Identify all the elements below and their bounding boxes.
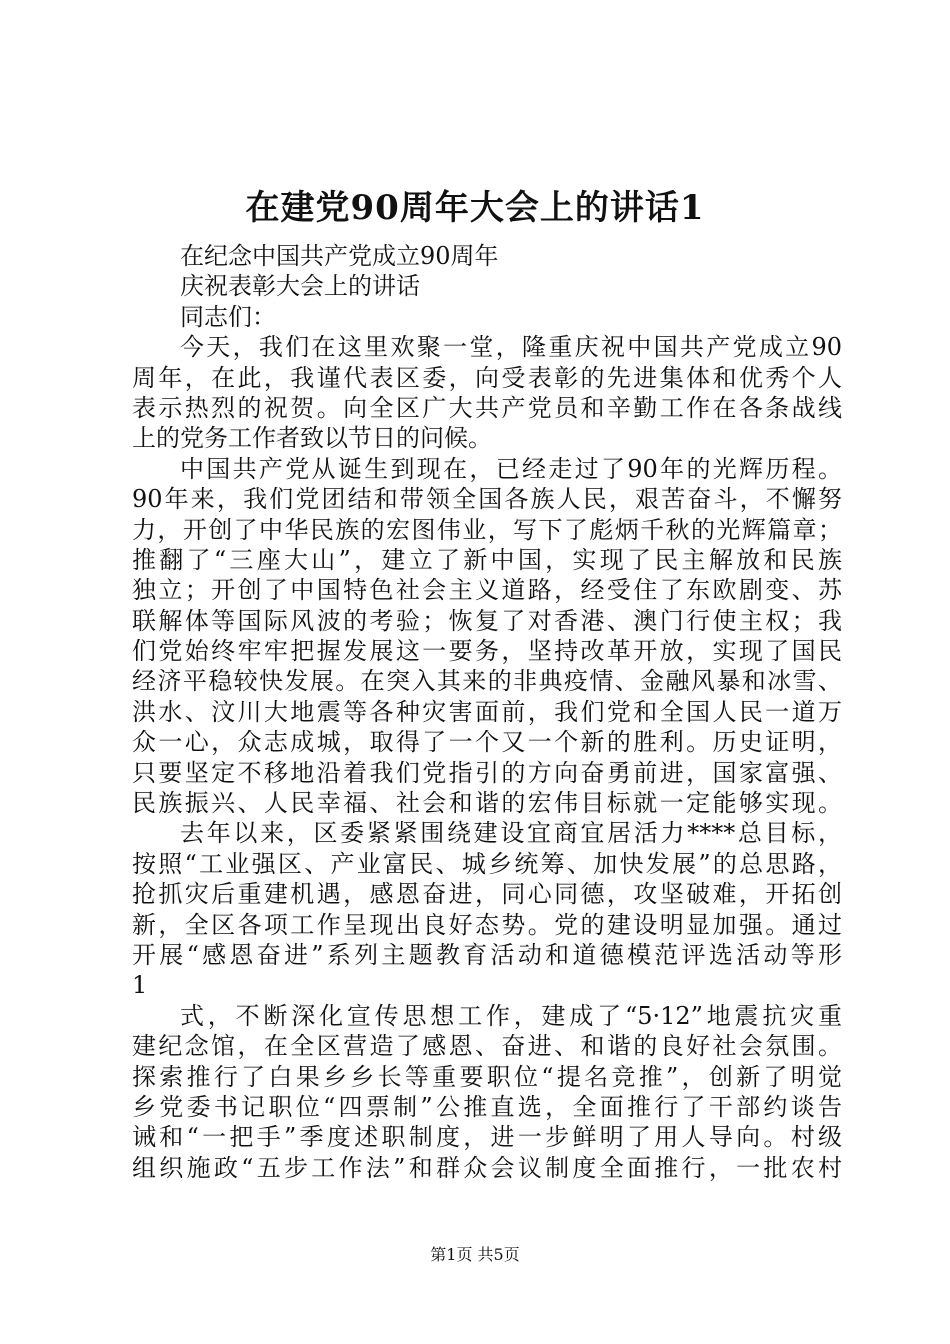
text-line: 建纪念馆，在全区营造了感恩、奋进、和谐的良好社会氛围。 bbox=[132, 1032, 842, 1061]
text-line: 90年来，我们党团结和带领全国各族人民，艰苦奋斗，不懈努 bbox=[132, 485, 842, 514]
text-line: 表示热烈的祝贺。向全区广大共产党员和辛勤工作在各条战线 bbox=[132, 393, 842, 422]
text-line: 乡党委书记职位“四票制”公推直选，全面推行了干部约谈告 bbox=[132, 1092, 842, 1121]
text-line: 组织施政“五步工作法”和群众会议制度全面推行，一批农村 bbox=[132, 1153, 842, 1182]
text-line: 开展“感恩奋进”系列主题教育活动和道德模范评选活动等形 bbox=[132, 940, 842, 969]
text-line: 中国共产党从诞生到现在，已经走过了90年的光辉历程。 bbox=[180, 454, 842, 483]
text-line: 式，不断深化宣传思想工作，建成了“5·12”地震抗灾重 bbox=[180, 1001, 842, 1030]
text-line: 众一心，众志成城，取得了一个又一个新的胜利。历史证明， bbox=[132, 728, 842, 757]
text-line: 庆祝表彰大会上的讲话 bbox=[180, 272, 420, 301]
text-line: 探索推行了白果乡乡长等重要职位“提名竞推”，创新了明觉 bbox=[132, 1062, 842, 1091]
text-line: 独立；开创了中国特色社会主义道路，经受住了东欧剧变、苏 bbox=[132, 576, 842, 605]
text-line: 力，开创了中华民族的宏图伟业，写下了彪炳千秋的光辉篇章； bbox=[132, 515, 842, 544]
text-line: 上的党务工作者致以节日的问候。 bbox=[132, 424, 492, 453]
text-line: 们党始终牢牢把握发展这一要务，坚持改革开放，实现了国民 bbox=[132, 637, 842, 666]
page-footer: 第1页 共5页 bbox=[430, 1245, 520, 1264]
text-line: 民族振兴、人民幸福、社会和谐的宏伟目标就一定能够实现。 bbox=[132, 789, 842, 818]
document-title: 在建党90周年大会上的讲话1 bbox=[245, 188, 705, 228]
text-line: 同志们： bbox=[180, 302, 276, 331]
text-line: 按照“工业强区、产业富民、城乡统筹、加快发展”的总思路， bbox=[132, 849, 842, 878]
text-line: 周年，在此，我谨代表区委，向受表彰的先进集体和优秀个人 bbox=[132, 363, 842, 392]
text-line: 抢抓灾后重建机遇，感恩奋进，同心同德，攻坚破难，开拓创 bbox=[132, 880, 842, 909]
page-number-inline: 1 bbox=[132, 971, 148, 1000]
text-line: 新，全区各项工作呈现出良好态势。党的建设明显加强。通过 bbox=[132, 910, 842, 939]
text-line: 只要坚定不移地沿着我们党指引的方向奋勇前进，国家富强、 bbox=[132, 758, 842, 787]
text-line: 去年以来，区委紧紧围绕建设宜商宜居活力****总目标， bbox=[180, 819, 842, 848]
document-body bbox=[132, 241, 842, 1183]
text-line: 经济平稳较快发展。在突入其来的非典疫情、金融风暴和冰雪、 bbox=[132, 667, 842, 696]
text-line: 今天，我们在这里欢聚一堂，隆重庆祝中国共产党成立90 bbox=[180, 333, 842, 362]
text-line: 洪水、汶川大地震等各种灾害面前，我们党和全国人民一道万 bbox=[132, 697, 842, 726]
text-line: 在纪念中国共产党成立90周年 bbox=[180, 242, 499, 270]
text-line: 联解体等国际风波的考验；恢复了对香港、澳门行使主权；我 bbox=[132, 606, 842, 635]
text-line: 诫和“一把手”季度述职制度，进一步鲜明了用人导向。村级 bbox=[132, 1123, 842, 1152]
text-line: 推翻了“三座大山”，建立了新中国，实现了民主解放和民族 bbox=[132, 545, 842, 574]
